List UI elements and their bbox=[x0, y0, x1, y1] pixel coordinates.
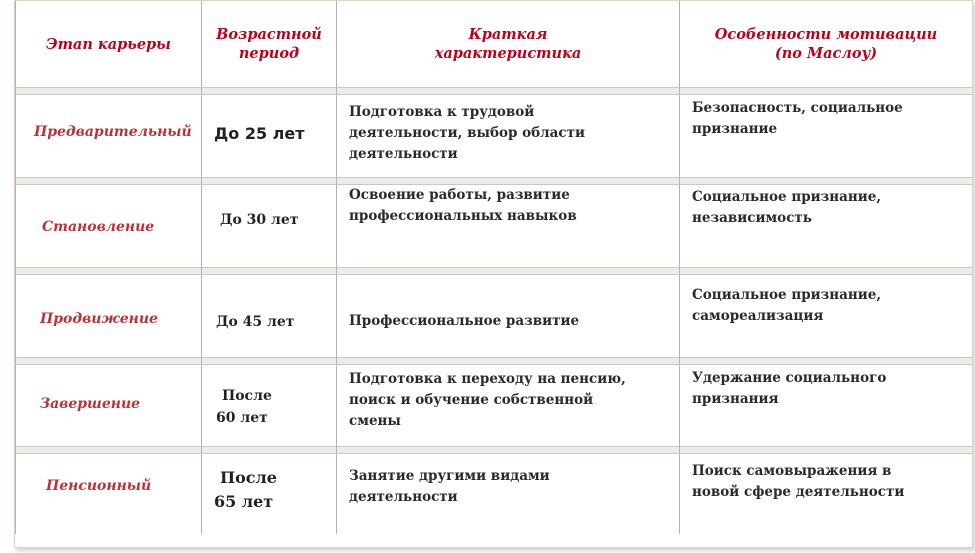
row-separator bbox=[16, 88, 973, 95]
cell-stage bbox=[16, 275, 202, 358]
header-description bbox=[337, 1, 680, 88]
table-row bbox=[16, 454, 973, 534]
stage-name: Завершение bbox=[40, 396, 141, 412]
header-desc-line1: Краткая bbox=[468, 26, 548, 43]
career-stages-table-frame bbox=[14, 0, 973, 548]
header-age-line1: Возрастной bbox=[216, 26, 322, 43]
stage-name: Пенсионный bbox=[46, 478, 152, 494]
cell-description bbox=[337, 95, 680, 178]
table-row bbox=[16, 365, 973, 447]
cell-motivation bbox=[680, 95, 973, 178]
age-period: После 65 лет bbox=[214, 468, 277, 511]
stage-name: Продвижение bbox=[40, 311, 158, 327]
cell-stage bbox=[16, 365, 202, 447]
description-text: Занятие другими видами деятельности bbox=[349, 468, 550, 505]
header-desc-line2: характеристика bbox=[434, 45, 582, 62]
cell-description bbox=[337, 185, 680, 268]
motivation-text: Социальное признание, независимость bbox=[692, 189, 882, 226]
motivation-text: Социальное признание, самореализация bbox=[692, 287, 882, 324]
description-text: Подготовка к трудовой деятельности, выбор области деятельности bbox=[349, 104, 586, 162]
stage-name: Предварительный bbox=[34, 124, 192, 140]
cell-motivation bbox=[680, 365, 973, 447]
motivation-text: Безопасность, социальное признание bbox=[692, 100, 903, 137]
cell-age bbox=[202, 365, 337, 447]
header-stage bbox=[16, 1, 202, 88]
table-header-row bbox=[16, 1, 973, 88]
description-text: Подготовка к переходу на пенсию, поиск и обучение собственной смены bbox=[349, 371, 626, 429]
motivation-text: Удержание социального признания bbox=[692, 370, 887, 407]
cell-stage bbox=[16, 185, 202, 268]
cell-description bbox=[337, 454, 680, 534]
cell-age bbox=[202, 275, 337, 358]
header-age-line2: период bbox=[238, 45, 300, 62]
header-motiv-line2: (по Маслоу) bbox=[774, 45, 878, 62]
cell-motivation bbox=[680, 454, 973, 534]
cell-motivation bbox=[680, 185, 973, 268]
cell-age bbox=[202, 454, 337, 534]
table-row bbox=[16, 95, 973, 178]
row-separator bbox=[16, 178, 973, 185]
description-text: Профессиональное развитие bbox=[349, 313, 580, 329]
table-row bbox=[16, 185, 973, 268]
age-period: До 45 лет bbox=[216, 314, 295, 330]
cell-age bbox=[202, 185, 337, 268]
cell-age bbox=[202, 95, 337, 178]
stage-name: Становление bbox=[42, 219, 155, 235]
header-motiv-line1: Особенности мотивации bbox=[714, 26, 938, 43]
cell-stage bbox=[16, 95, 202, 178]
header-stage-label: Этап карьеры bbox=[46, 35, 171, 53]
career-stages-table bbox=[15, 1, 973, 534]
age-period: После 60 лет bbox=[216, 388, 272, 426]
row-separator bbox=[16, 358, 973, 365]
row-separator bbox=[16, 447, 973, 454]
age-period: До 30 лет bbox=[220, 212, 299, 228]
header-age bbox=[202, 1, 337, 88]
age-period: До 25 лет bbox=[214, 124, 305, 143]
header-motivation bbox=[680, 1, 973, 88]
table-row bbox=[16, 275, 973, 358]
cell-stage bbox=[16, 454, 202, 534]
cell-description bbox=[337, 365, 680, 447]
motivation-text: Поиск самовыражения в новой сфере деятельности bbox=[692, 463, 905, 500]
description-text: Освоение работы, развитие профессиональных навыков bbox=[349, 187, 577, 224]
cell-description bbox=[337, 275, 680, 358]
row-separator bbox=[16, 268, 973, 275]
cell-motivation bbox=[680, 275, 973, 358]
